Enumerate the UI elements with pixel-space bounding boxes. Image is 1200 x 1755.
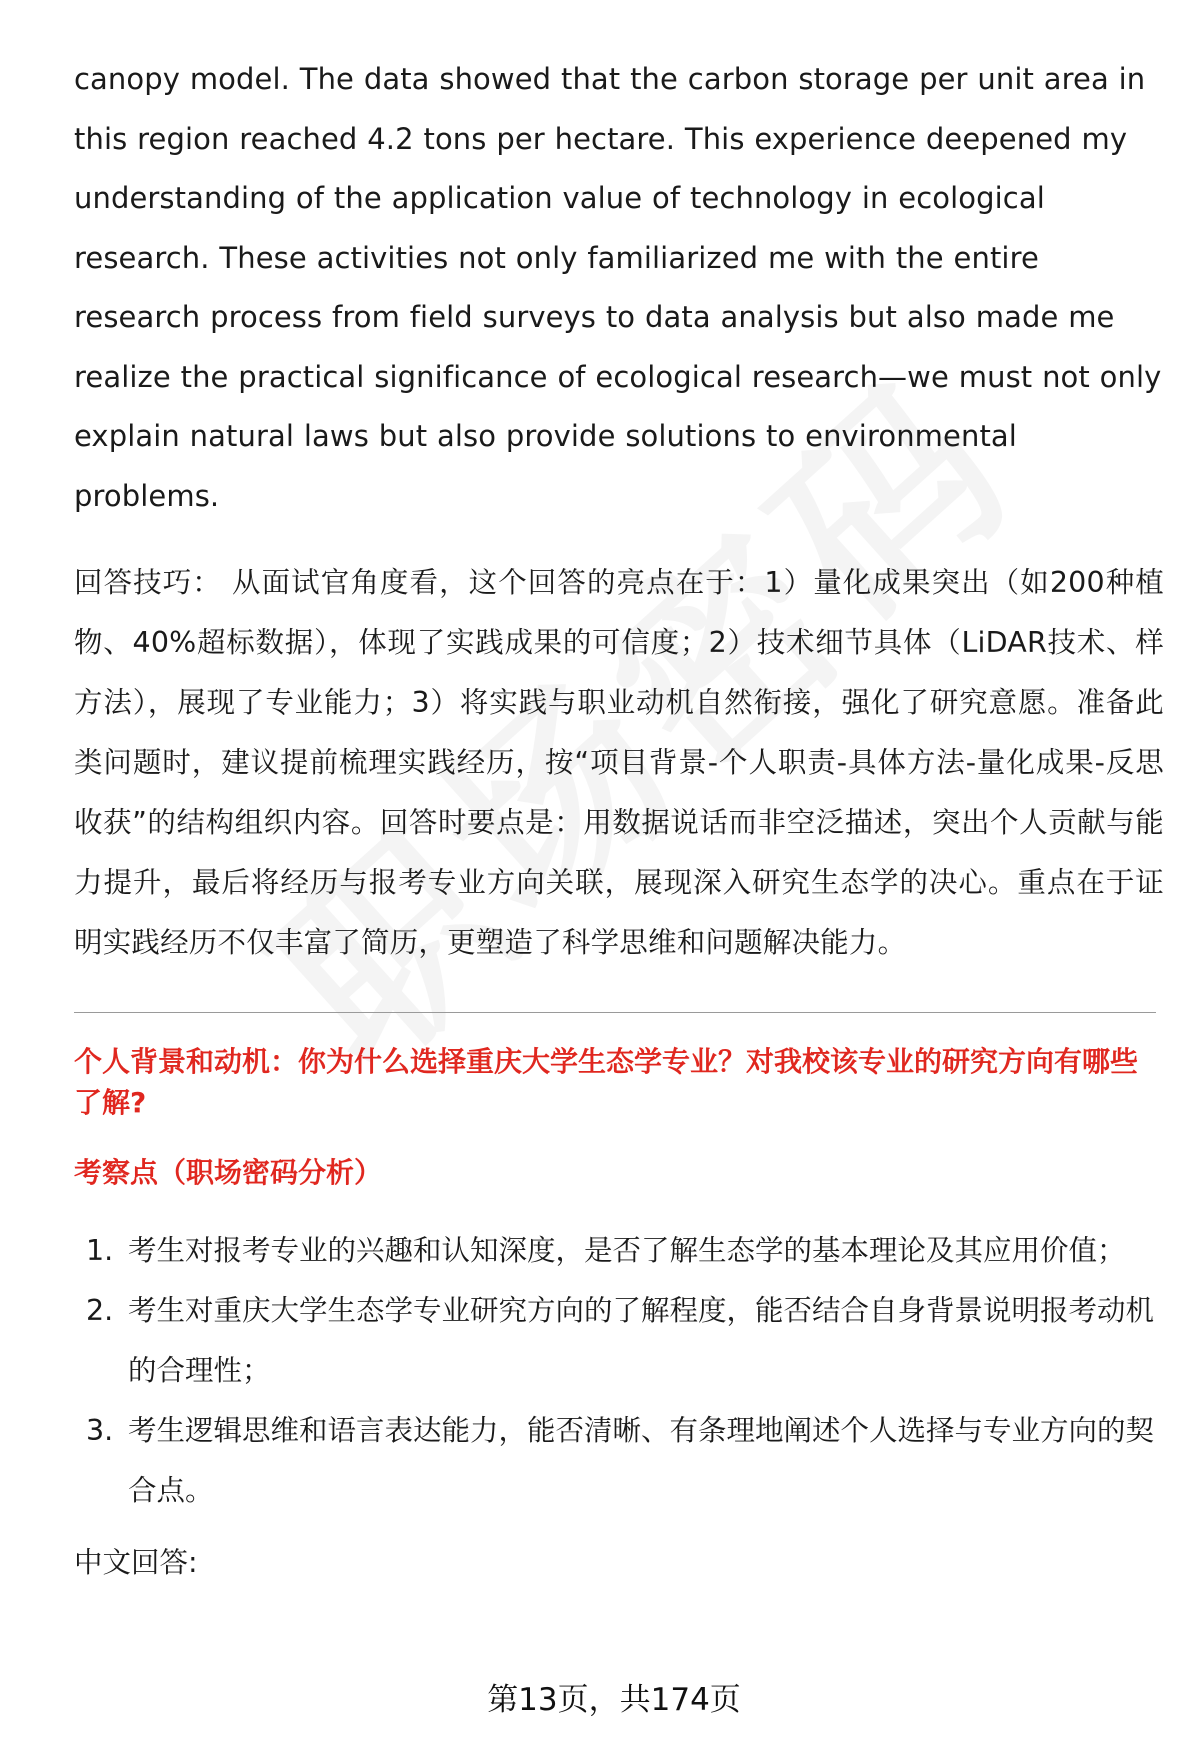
list-item-number: 1. bbox=[86, 1234, 114, 1267]
assessment-points-heading: 考察点（职场密码分析） bbox=[74, 1156, 383, 1189]
question-heading: 个人背景和动机：你为什么选择重庆大学生态学专业？对我校该专业的研究方向有哪些了解? bbox=[74, 1045, 1139, 1119]
list-item bbox=[74, 1401, 1164, 1521]
page-number-footer: 第13页，共174页 bbox=[487, 1682, 741, 1718]
list-item-text: 考生逻辑思维和语言表达能力，能否清晰、有条理地阐述个人选择与专业方向的契合点。 bbox=[128, 1414, 1155, 1507]
list-item bbox=[74, 1281, 1164, 1401]
list-item-text: 考生对报考专业的兴趣和认知深度，是否了解生态学的基本理论及其应用价值； bbox=[128, 1234, 1126, 1267]
list-item-number: 3. bbox=[86, 1414, 114, 1447]
answer-tips-paragraph: 回答技巧： 从面试官角度看，这个回答的亮点在于：1）量化成果突出（如200种植物、40%超标数据），体现了实践成果的可信度；2）技术细节具体（LiDAR技术、样方法），展现了专业能力；3）将实践与职业动机自然衔接，强化了研究意愿。准备此类问题时，建议提前梳理实践经历，按“项目背景-个人职责-具体方法-量化成果-反思收获”的结构组织内容。回答时要点是：用数据说话而非空泛描述，突出个人贡献与能力提升，最后将经历与报考专业方向关联，展现深入研究生态学的决心。重点在于证明实践经历不仅丰富了简历，更塑造了科学思维和问题解决能力。 bbox=[74, 566, 1164, 959]
english-paragraph: canopy model. The data showed that the carbon storage per unit area in this region reached 4.2 tons per hectare. This experience deepened my understanding of the application value of technology in ecological research. These activities not only familiarized me with the entire research process from field surveys to data analysis but also made me realize the practical significance of ecological research—we must not only explain natural laws but also provide solutions to environmental problems. bbox=[74, 62, 1162, 513]
list-item-text: 考生对重庆大学生态学专业研究方向的了解程度，能否结合自身背景说明报考动机的合理性； bbox=[128, 1294, 1155, 1387]
list-item-number: 2. bbox=[86, 1294, 114, 1327]
chinese-answer-label: 中文回答: bbox=[74, 1546, 198, 1579]
assessment-points-list bbox=[74, 1221, 1164, 1521]
section-divider bbox=[74, 1012, 1156, 1013]
page-content bbox=[74, 50, 1164, 1583]
list-item bbox=[74, 1221, 1164, 1281]
